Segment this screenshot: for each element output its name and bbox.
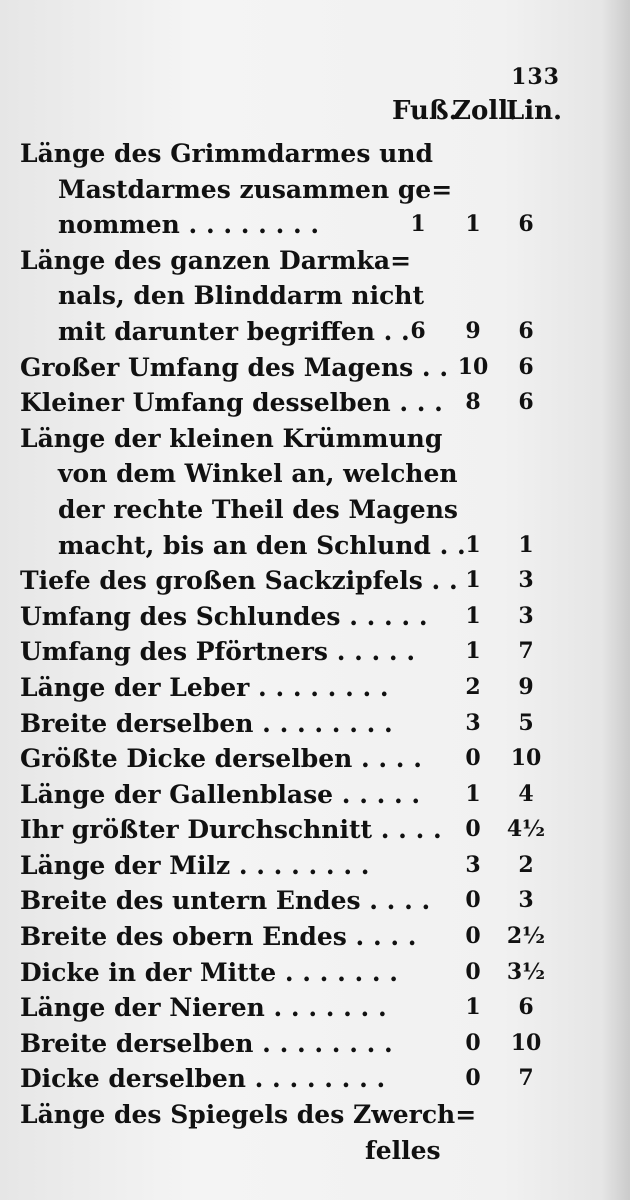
row-label: Umfang des Schlundes . . . . .	[20, 601, 428, 631]
row-label: macht, bis an den Schlund . .	[58, 530, 466, 560]
row-label: Breite derselben . . . . . . . .	[20, 708, 393, 738]
value-zoll: 1	[465, 602, 481, 629]
table-row	[20, 777, 580, 813]
table-row	[20, 955, 580, 991]
value-zoll: 3	[465, 709, 481, 736]
value-linie: 5	[518, 709, 534, 736]
row-label: Mastdarmes zusammen ge=	[58, 174, 453, 204]
value-zoll: 1	[465, 211, 481, 238]
row-label: nals, den Blinddarm nicht	[58, 281, 425, 311]
row-label: Kleiner Umfang desselben . . .	[20, 388, 443, 418]
value-linie: 3	[518, 567, 534, 594]
value-fuss: 1	[410, 211, 426, 238]
row-label: Dicke derselben . . . . . . . .	[20, 1064, 386, 1094]
table-row	[20, 207, 580, 243]
table-row	[20, 136, 580, 172]
row-label: Länge der Milz . . . . . . . .	[20, 850, 370, 880]
column-header-zoll: Zoll.	[452, 96, 518, 126]
table-row	[20, 563, 580, 599]
value-linie: 2½	[506, 923, 546, 950]
column-header-fuss: Fuß.	[392, 96, 458, 126]
value-zoll: 9	[465, 317, 481, 344]
table-row	[20, 848, 580, 884]
value-zoll: 1	[465, 531, 481, 558]
table-row	[20, 314, 580, 350]
value-linie: 4	[518, 780, 534, 807]
value-linie: 6	[518, 353, 534, 380]
row-label: Länge der Nieren . . . . . . .	[20, 993, 387, 1023]
table-row	[20, 1097, 580, 1133]
value-zoll: 0	[465, 923, 481, 950]
row-label: Länge des Grimmdarmes und	[20, 139, 433, 168]
page-gutter-shadow	[602, 0, 630, 1200]
value-zoll: 1	[465, 994, 481, 1021]
value-linie: 2	[518, 851, 534, 878]
table-row	[20, 492, 580, 528]
table-row	[20, 1133, 580, 1169]
measurement-table	[20, 136, 580, 1168]
table-row	[20, 741, 580, 777]
row-label: Ihr größter Durchschnitt . . . .	[20, 815, 442, 845]
value-zoll: 0	[465, 745, 481, 772]
page-number: 133	[511, 64, 560, 90]
value-linie: 10	[510, 1029, 542, 1056]
table-row	[20, 421, 580, 457]
value-linie: 6	[518, 211, 534, 238]
row-label: Breite des untern Endes . . . .	[20, 886, 431, 916]
value-linie: 6	[518, 994, 534, 1021]
value-zoll: 3	[465, 851, 481, 878]
row-label: felles	[365, 1135, 441, 1165]
value-zoll: 2	[465, 673, 481, 700]
value-fuss: 6	[410, 317, 426, 344]
row-label: der rechte Theil des Magens	[58, 494, 458, 524]
table-row	[20, 528, 580, 564]
column-header-lin: Lin.	[506, 96, 563, 126]
row-label: Größte Dicke derselben . . . .	[20, 744, 422, 774]
table-row	[20, 812, 580, 848]
value-linie: 4½	[506, 816, 546, 843]
value-linie: 3	[518, 602, 534, 629]
table-row	[20, 278, 580, 314]
table-row	[20, 883, 580, 919]
row-label: mit darunter begriffen . .	[58, 316, 410, 346]
table-row	[20, 706, 580, 742]
table-row	[20, 1061, 580, 1097]
row-label: Breite des obern Endes . . . .	[20, 922, 417, 952]
row-label: Umfang des Pförtners . . . . .	[20, 637, 416, 667]
row-label: Tiefe des großen Sackzipfels . .	[20, 566, 458, 596]
row-label: Länge der Gallenblase . . . . .	[20, 779, 421, 809]
value-zoll: 1	[465, 638, 481, 665]
value-zoll: 0	[465, 958, 481, 985]
row-label: Länge des Spiegels des Zwerch=	[20, 1100, 477, 1130]
table-row	[20, 670, 580, 706]
value-zoll: 1	[465, 567, 481, 594]
table-row	[20, 456, 580, 492]
table-row	[20, 1026, 580, 1062]
value-linie: 3	[518, 887, 534, 914]
value-linie: 7	[518, 638, 534, 665]
row-label: von dem Winkel an, welchen	[58, 459, 458, 489]
value-zoll: 0	[465, 1029, 481, 1056]
value-linie: 9	[518, 673, 534, 700]
table-row	[20, 990, 580, 1026]
value-linie: 6	[518, 317, 534, 344]
row-label: Dicke in der Mitte . . . . . . .	[20, 957, 398, 987]
row-label: Breite derselben . . . . . . . .	[20, 1028, 393, 1058]
row-label: nommen . . . . . . . .	[58, 210, 320, 240]
table-row	[20, 919, 580, 955]
value-linie: 10	[510, 745, 542, 772]
value-zoll: 8	[465, 389, 481, 416]
table-row	[20, 599, 580, 635]
table-row	[20, 385, 580, 421]
value-linie: 1	[518, 531, 534, 558]
value-zoll: 0	[465, 816, 481, 843]
value-zoll: 0	[465, 1065, 481, 1092]
value-linie: 6	[518, 389, 534, 416]
value-linie: 7	[518, 1065, 534, 1092]
value-linie: 3½	[506, 958, 546, 985]
row-label: Großer Umfang des Magens . .	[20, 352, 449, 382]
value-zoll: 1	[465, 780, 481, 807]
row-label: Länge der kleinen Krümmung	[20, 423, 443, 453]
row-label: Länge des ganzen Darmka=	[20, 245, 412, 275]
table-row	[20, 172, 580, 208]
table-row	[20, 350, 580, 386]
table-row	[20, 243, 580, 279]
row-label: Länge der Leber . . . . . . . .	[20, 672, 389, 702]
value-zoll: 0	[465, 887, 481, 914]
value-zoll: 10	[457, 353, 489, 380]
table-row	[20, 634, 580, 670]
